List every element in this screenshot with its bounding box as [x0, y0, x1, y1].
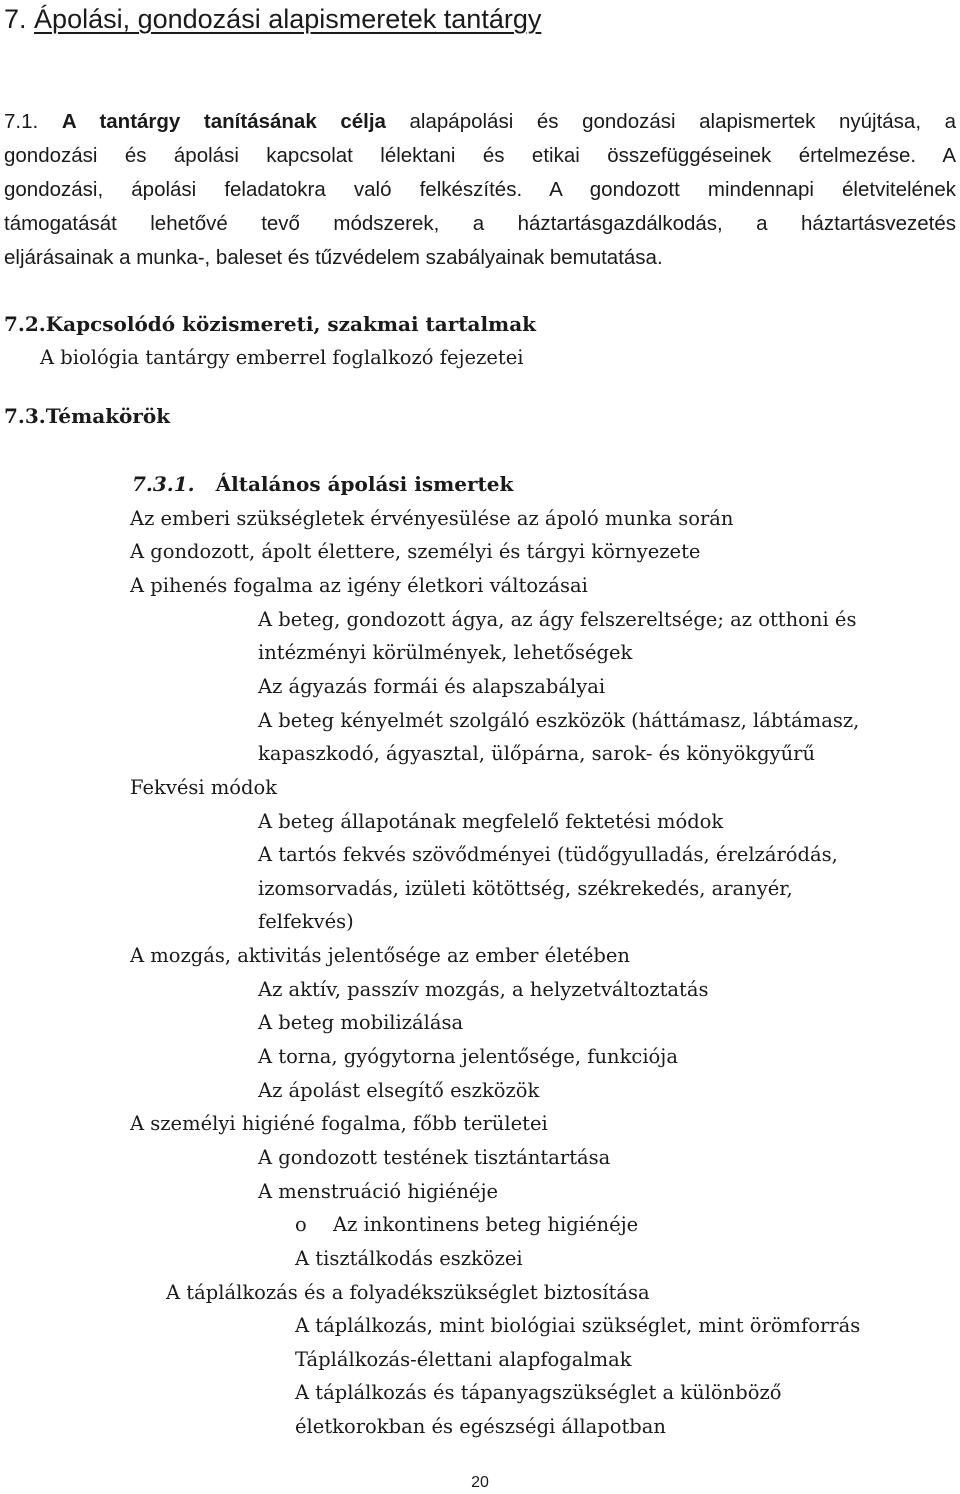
topic-subitem: kapaszkodó, ágyasztal, ülőpárna, sarok- és könyökgyűrű [258, 742, 816, 765]
topic-subitem: A beteg kényelmét szolgáló eszközök (háttámasz, lábtámasz, [258, 709, 860, 732]
paragraph-line: gondozási, ápolási feladatokra való felkészítés. A gondozott mindennapi életvitelének [4, 178, 956, 201]
topic-subitem: Az ápolást elsegítő eszközök [258, 1079, 540, 1102]
chapter-heading [4, 4, 541, 35]
topic-subitem: életkorokban és egészségi állapotban [295, 1415, 666, 1438]
subsection-heading [132, 472, 513, 496]
paragraph-line [4, 110, 956, 134]
subsection-title: Általános ápolási ismertek [215, 472, 514, 496]
topic-subitem: felfekvés) [258, 910, 354, 933]
section-heading: 7.2.Kapcsolódó közismereti, szakmai tartalmak [4, 312, 537, 336]
topic-subitem: Az ágyazás formái és alapszabályai [258, 675, 606, 698]
paragraph-line: eljárásainak a munka-, baleset és tűzvédelem szabályainak bemutatása. [4, 246, 663, 269]
topic-subitem: A torna, gyógytorna jelentősége, funkciója [258, 1045, 678, 1068]
section-text: A biológia tantárgy emberrel foglalkozó fejezetei [40, 346, 524, 369]
subsection-number: 7.3.1. [132, 472, 195, 496]
topic-subitem: A beteg állapotának megfelelő fektetési módok [258, 810, 724, 833]
topic-subitem: Az inkontinens beteg higiénéje [333, 1213, 639, 1236]
topic-subitem: A menstruáció higiénéje [258, 1180, 499, 1203]
paragraph-text: alapápolási és gondozási alapismertek nyújtása, a [409, 110, 957, 133]
topic-item: Az emberi szükségletek érvényesülése az ápoló munka során [130, 507, 734, 530]
chapter-title: Ápolási, gondozási alapismeretek tantárgy [34, 4, 542, 34]
section-number: 7.1. [4, 110, 39, 133]
topic-subitem: A tartós fekvés szövődményei (tüdőgyulladás, érelzáródás, [258, 843, 838, 866]
topic-subitem: A gondozott testének tisztántartása [258, 1146, 611, 1169]
bullet-marker: o [295, 1213, 307, 1236]
topic-item: Fekvési módok [130, 776, 278, 799]
page-number: 20 [471, 1474, 489, 1491]
section-heading: 7.3.Témakörök [4, 404, 171, 428]
topic-subitem: A tisztálkodás eszközei [295, 1247, 523, 1270]
topic-subitem: A táplálkozás, mint biológiai szükséglet, mint örömforrás [295, 1314, 861, 1337]
topic-subitem: A beteg, gondozott ágya, az ágy felszereltsége; az otthoni és [258, 608, 857, 631]
topic-subitem: intézményi körülmények, lehetőségek [258, 641, 633, 664]
topic-subitem: izomsorvadás, izületi kötöttség, székrekedés, aranyér, [258, 877, 793, 900]
topic-subitem: A beteg mobilizálása [258, 1011, 464, 1034]
topic-item: A táplálkozás és a folyadékszükséglet biztosítása [166, 1281, 650, 1304]
paragraph-line: gondozási és ápolási kapcsolat lélektani és etikai összefüggéseinek értelmezése. A [4, 144, 956, 167]
paragraph-line: támogatását lehetővé tevő módszerek, a háztartásgazdálkodás, a háztartásvezetés [4, 212, 956, 235]
chapter-number: 7. [4, 4, 27, 34]
topic-subitem: A táplálkozás és tápanyagszükséglet a különböző [295, 1381, 782, 1404]
topic-item: A személyi higiéné fogalma, főbb területei [130, 1112, 548, 1135]
topic-item: A pihenés fogalma az igény életkori változásai [130, 574, 588, 597]
topic-item: A gondozott, ápolt élettere, személyi és tárgyi környezete [130, 540, 701, 563]
topic-subitem: Az aktív, passzív mozgás, a helyzetváltoztatás [258, 978, 709, 1001]
section-lead: A tantárgy tanításának célja [61, 110, 386, 133]
topic-subitem: Táplálkozás-élettani alapfogalmak [295, 1348, 632, 1371]
topic-item: A mozgás, aktivitás jelentősége az ember életében [130, 944, 630, 967]
